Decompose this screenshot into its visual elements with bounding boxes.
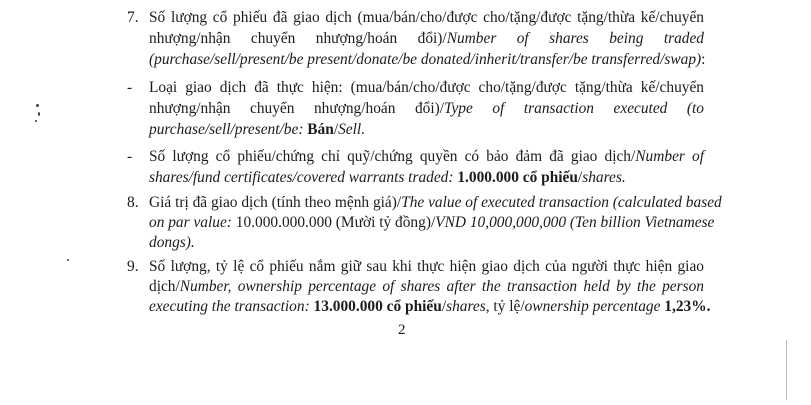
- item-8-text-en: The value of executed transaction (calculated based: [401, 194, 722, 211]
- page-number: 2: [398, 322, 406, 338]
- item-8-line-2: [149, 213, 715, 233]
- scan-speck: [38, 112, 40, 116]
- item-9-text-vn: dịch/: [149, 278, 180, 295]
- item-9-text-en: Number, ownership percentage of shares after the transaction held by the person: [179, 278, 704, 295]
- item-8-text-vn: Giá trị đã giao dịch (tính theo mệnh giá)/: [149, 194, 402, 211]
- item-7-line-3: [149, 50, 705, 70]
- item-7-line-2: [149, 29, 704, 49]
- item-8-value-en: VND 10,000,000,000 (Ten billion Vietnamese: [435, 214, 715, 231]
- item-7-text: Số lượng cổ phiếu đã giao dịch (mua/bán/cho/được cho/tặng/được tặng/thừa kế/chuyển: [149, 9, 704, 26]
- item-9-line-3: [149, 297, 710, 317]
- transaction-type-value-en: Sell.: [338, 121, 366, 138]
- item-8-value-en-cont: dongs).: [149, 234, 195, 251]
- item-8-line-1: [149, 193, 722, 213]
- sub-item-dash: -: [127, 79, 133, 96]
- item-9-line-1: [149, 257, 704, 277]
- slash: /: [577, 169, 583, 186]
- scan-edge-line: [786, 340, 787, 400]
- sub-1-text-en: Type of transaction executed (to: [444, 100, 704, 117]
- sub-1-line-2: [149, 99, 704, 119]
- sub-1-text: Loại giao dịch đã thực hiện: (mua/bán/cho/được cho/tặng/được tặng/thừa kế/chuyển: [149, 79, 704, 96]
- item-7-text-en-cont: (purchase/sell/present/be present/donate/be donated/inherit/transfer/be transferred/swap): [149, 51, 702, 68]
- sub-2-line-1: [149, 147, 704, 167]
- sub-1-text-vn: nhượng/nhận chuyển nhượng/hoán đổi)/: [149, 100, 445, 117]
- slash: /: [333, 121, 339, 138]
- item-9-line-2: [149, 277, 704, 297]
- ownership-label-en: ownership percentage: [524, 298, 661, 315]
- item-8-par-value-label: on par value:: [149, 214, 232, 231]
- ownership-label-vn: , tỷ lệ/: [485, 298, 525, 315]
- item-8-number: 8.: [127, 194, 139, 211]
- shares-unit-en: shares: [446, 298, 486, 315]
- sub-1-text-en-cont: purchase/sell/present/be:: [149, 121, 308, 138]
- shares-traded-value: 1.000.000 cổ phiếu: [457, 169, 578, 186]
- scan-speck: [35, 120, 37, 122]
- transaction-type-value: Bán: [307, 121, 334, 138]
- sub-2-line-2: [149, 168, 626, 188]
- shares-held-value: 13.000.000 cổ phiếu: [309, 298, 442, 315]
- item-7-text-vn: nhượng/nhận chuyển nhượng/hoán đổi)/: [149, 30, 447, 47]
- item-7-colon: :: [701, 51, 706, 68]
- item-9-number: 9.: [127, 258, 139, 275]
- scan-speck: [67, 259, 69, 261]
- ownership-percentage-value: 1,23%.: [660, 298, 711, 315]
- item-9-text-en-cont: executing the transaction:: [149, 298, 310, 315]
- item-7-text-en: Number of shares being traded: [446, 30, 704, 47]
- item-8-value-vn: 10.000.000.000 (Mười tỷ đồng)/: [231, 214, 436, 231]
- sub-2-text-en-cont: shares/fund certificates/covered warrants traded:: [149, 169, 458, 186]
- item-8-line-3: [149, 233, 195, 253]
- sub-2-text-vn: Số lượng cổ phiếu/chứng chỉ quỹ/chứng quyền có bảo đảm đã giao dịch/: [149, 148, 636, 165]
- scan-speck: [36, 104, 39, 107]
- slash: /: [441, 298, 447, 315]
- shares-unit-en: shares.: [582, 169, 626, 186]
- sub-2-text-en: Number of: [635, 148, 704, 165]
- sub-1-line-3: [149, 120, 365, 140]
- item-7-line-1: [149, 8, 704, 28]
- sub-1-line-1: [149, 78, 704, 98]
- item-7-number: 7.: [127, 9, 139, 26]
- item-9-text: Số lượng, tỷ lệ cổ phiếu nắm giữ sau khi thực hiện giao dịch của người thực hiện giao: [149, 258, 704, 275]
- sub-item-dash: -: [127, 148, 133, 165]
